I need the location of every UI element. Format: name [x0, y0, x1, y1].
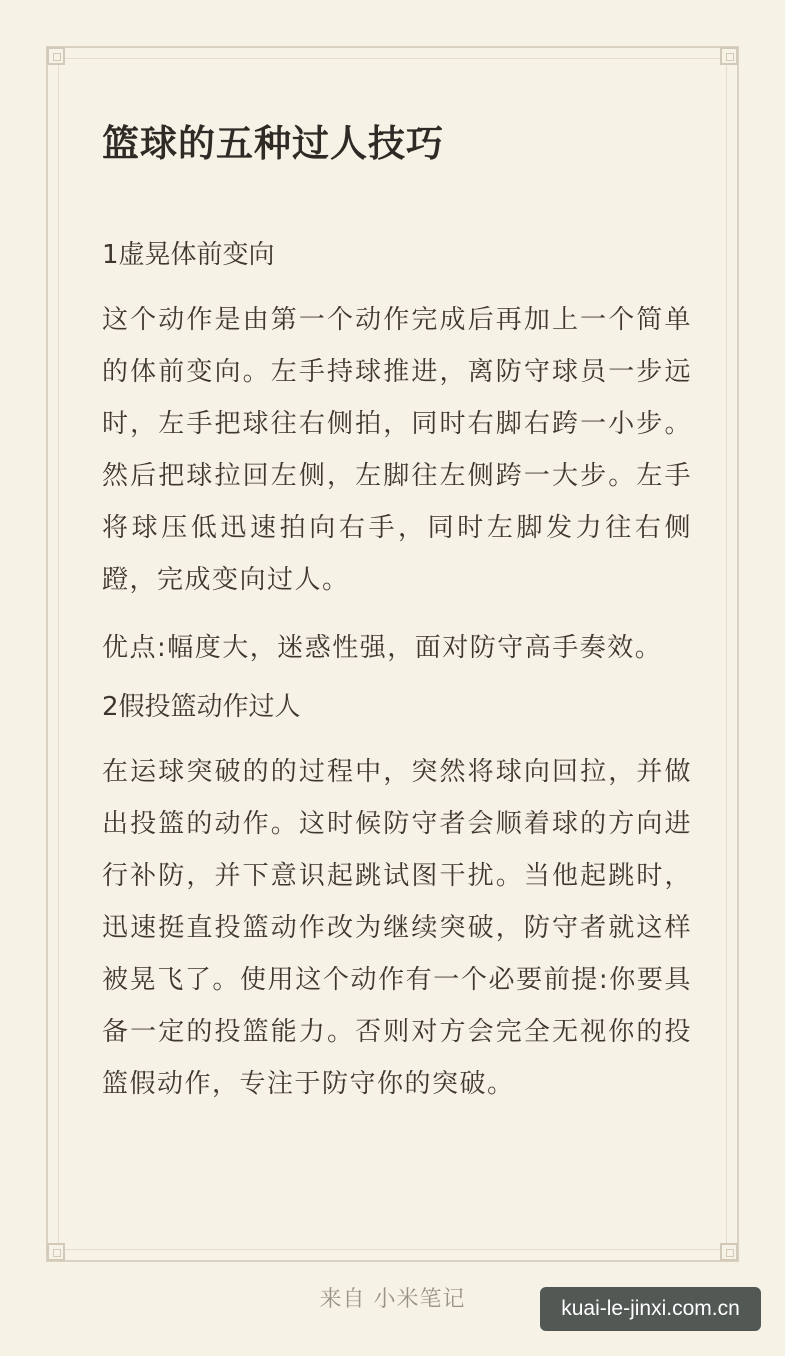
section-1-note: 优点:幅度大，迷惑性强，面对防守高手奏效。	[102, 633, 663, 663]
note-content	[102, 118, 692, 1132]
site-watermark: kuai-le-jinxi.com.cn	[540, 1287, 761, 1331]
section-1	[102, 236, 692, 668]
section-1-heading: 1虚晃体前变向	[102, 240, 275, 270]
source-footer: 来自 小米笔记	[319, 1287, 466, 1312]
note-title: 篮球的五种过人技巧	[102, 122, 444, 165]
section-2-body: 在运球突破的的过程中，突然将球向回拉，并做出投篮的动作。这时候防守者会顺着球的方向进行补防，并下意识起跳试图干扰。当他起跳时，迅速挺直投篮动作改为继续突破，防守者就这样被晃飞了。使用这个动作有一个必要前提:你要具备一定的投篮能力。否则对方会完全无视你的投篮假动作，专注于防守你的突破。	[102, 757, 692, 1099]
frame-corner-ornament-top-left	[47, 47, 65, 65]
frame-corner-ornament-bottom-right	[720, 1243, 738, 1261]
section-1-body: 这个动作是由第一个动作完成后再加上一个简单的体前变向。左手持球推进，离防守球员一步远时，左手把球往右侧拍，同时右脚右跨一小步。然后把球拉回左侧，左脚往左侧跨一大步。左手将球压低迅速拍向右手，同时左脚发力往右侧蹬，完成变向过人。	[102, 305, 692, 595]
section-2-heading: 2假投篮动作过人	[102, 692, 301, 722]
frame-corner-ornament-bottom-left	[47, 1243, 65, 1261]
section-2	[102, 688, 692, 1110]
frame-corner-ornament-top-right	[720, 47, 738, 65]
